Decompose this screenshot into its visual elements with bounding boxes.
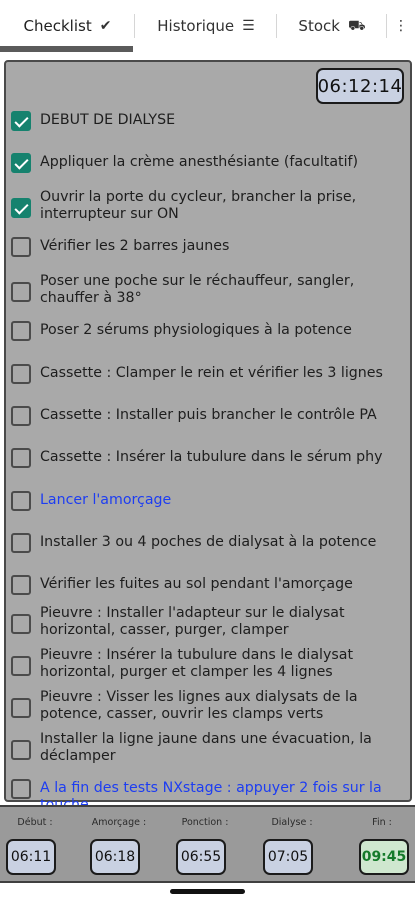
checklist-item-label: Cassette : Installer puis brancher le contrôle PA (40, 407, 377, 423)
checklist-item-label: A la fin des tests NXstage : appuyer 2 fois sur la (40, 780, 382, 796)
time-caption: Amorçage : (91, 817, 147, 828)
checklist-checkbox[interactable] (11, 779, 31, 799)
time-ponction-button[interactable]: 06:55 (176, 839, 226, 875)
checklist-item-label: Vérifier les fuites au sol pendant l'amorçage (40, 576, 353, 592)
checklist-item-label: Lancer l'amorçage (40, 492, 172, 508)
time-slot-ponction (170, 807, 240, 885)
truck-icon: ⛟ (347, 18, 366, 34)
time-slot-fin (339, 807, 409, 885)
checklist-item-label: Installer la ligne jaune dans une évacuation, la déclamper (40, 731, 372, 764)
checklist-checkbox[interactable] (11, 153, 31, 173)
elapsed-timer: 06:12:14 (316, 68, 404, 104)
checklist-checkbox[interactable] (11, 282, 31, 302)
checklist-item-label: Vérifier les 2 barres jaunes (40, 238, 230, 254)
checklist-item-label: Poser une poche sur le réchauffeur, sangler, chauffer à 38° (40, 273, 355, 306)
checklist-item-label: Pieuvre : Installer l'adapteur sur le dialysat horizontal, casser, purger, clamper (40, 605, 345, 638)
time-slot-debut (0, 807, 70, 885)
checklist-checkbox[interactable] (11, 533, 31, 553)
check-icon: ✔ (99, 18, 112, 34)
list-icon: ☰ (242, 18, 255, 34)
checklist-checkbox[interactable] (11, 491, 31, 511)
time-fin-button[interactable]: 09:45 (359, 839, 409, 875)
time-caption: Dialyse : (271, 817, 313, 828)
checklist-checkbox[interactable] (11, 406, 31, 426)
tab-more[interactable] (387, 0, 415, 52)
checklist-checkbox[interactable] (11, 111, 31, 131)
time-caption: Ponction : (181, 817, 229, 828)
checklist-checkbox[interactable] (11, 237, 31, 257)
time-dialyse-button[interactable]: 07:05 (263, 839, 313, 875)
checklist-checkbox[interactable] (11, 198, 31, 218)
tab-historique[interactable] (135, 0, 277, 52)
time-slot-dialyse (257, 807, 327, 885)
active-tab-indicator (0, 46, 133, 52)
checklist-checkbox[interactable] (11, 698, 31, 718)
checklist-checkbox[interactable] (11, 740, 31, 760)
tab-checklist[interactable] (0, 0, 135, 52)
home-handle[interactable] (170, 889, 245, 894)
checklist-checkbox[interactable] (11, 448, 31, 468)
checklist-item-label: DEBUT DE DIALYSE (40, 112, 176, 128)
time-caption: Début : (17, 817, 53, 828)
checklist-item-label: Ouvrir la porte du cycleur, brancher la prise, interrupteur sur ON (40, 189, 357, 222)
times-bar (0, 805, 415, 883)
checklist-checkbox[interactable] (11, 614, 31, 634)
time-slot-amorcage (84, 807, 154, 885)
time-caption: Fin : (372, 817, 392, 828)
checklist-item-label: Cassette : Insérer la tubulure dans le sérum phy (40, 449, 383, 465)
tab-checklist-label: Checklist (23, 17, 92, 35)
tab-historique-label: Historique (157, 17, 235, 35)
checklist-checkbox[interactable] (11, 364, 31, 384)
system-nav-bar (0, 883, 415, 900)
checklist-item-label: Pieuvre : Visser les lignes aux dialysats de la potence, casser, ouvrir les clamps verts (40, 689, 358, 722)
tab-bar (0, 0, 415, 52)
time-debut-button[interactable]: 06:11 (6, 839, 56, 875)
checklist-panel (4, 60, 412, 802)
checklist-item-label: Installer 3 ou 4 poches de dialysat à la potence (40, 534, 377, 550)
tab-stock[interactable] (277, 0, 387, 52)
checklist-item-label: Poser 2 sérums physiologiques à la potence (40, 322, 352, 338)
checklist-checkbox[interactable] (11, 321, 31, 341)
more-icon: ⋮ (394, 18, 408, 34)
checklist-checkbox[interactable] (11, 575, 31, 595)
checklist-item-label: Cassette : Clamper le rein et vérifier les 3 lignes (40, 365, 383, 381)
time-amorcage-button[interactable]: 06:18 (90, 839, 140, 875)
checklist-item-label: Appliquer la crème anesthésiante (facultatif) (40, 154, 359, 170)
tab-stock-label: Stock (298, 17, 340, 35)
checklist-item-label: Pieuvre : Insérer la tubulure dans le dialysat horizontal, purger et clamper les 4 lignes (40, 647, 354, 680)
checklist-checkbox[interactable] (11, 656, 31, 676)
